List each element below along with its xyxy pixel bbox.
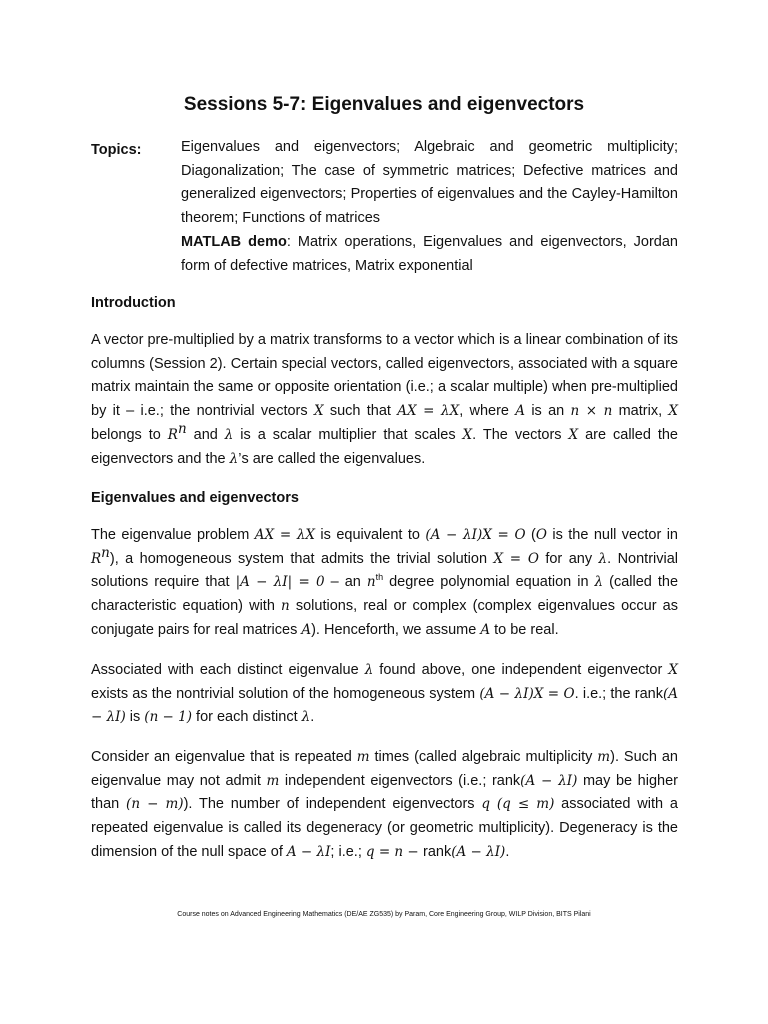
topics-list [181, 136, 678, 278]
page-title: Sessions 5-7: Eigenvalues and eigenvectors [183, 94, 585, 115]
eigen-paragraph-1: The eigenvalue problem AX = λX is equivalent to (A − λI)X = O (O is the null vector in $R^n$), a homogeneous system that admits the trivial solution X = O for any λ. Nontrivial solutions require that |A − λI| = 0 – an $n^{th}$ degree polynomial equation in λ (called the characteristic equation) with n solutions, real or complex (complex eigenvalues occur as conjugate pairs for real matrices A). Henceforth, we assume A to be real. [91, 527, 679, 638]
matlab-demo-line [181, 231, 678, 278]
matlab-demo-label: MATLAB demo [181, 233, 287, 250]
topics-label: Topics: [91, 142, 142, 158]
eigen-paragraph-3: Consider an eigenvalue that is repeated m times (called algebraic multiplicity m). Such an eigenvalue may not admit m independent eigenvectors (i.e.; rank(A − λI) may be higher than (n − m)). The number of independent eigenvectors q (q ≤ m) associated with a repeated eigenvalue is called its degeneracy (or geometric multiplicity). Degeneracy is the dimension of the null space of A − λI; i.e.; q = n − rank(A − λI). [91, 749, 679, 860]
eigen-section-heading: Eigenvalues and eigenvectors [91, 490, 299, 506]
introduction-heading: Introduction [91, 295, 176, 311]
topics-text: Eigenvalues and eigenvectors; Algebraic and geometric multiplicity; Diagonalization; The case of symmetric matrices; Defective matrices and generalized eigenvectors; Properties of eigenvalues and the Cayley-Hamilton theorem; Functions of matrices [181, 139, 678, 227]
eigen-paragraph-2: Associated with each distinct eigenvalue λ found above, one independent eigenvector X exists as the nontrivial solution of the homogeneous system (A − λI)X = O. i.e.; the rank(A − λI) is (n − 1) for each distinct λ. [91, 662, 678, 726]
matlab-demo-text: : Matrix operations, Eigenvalues and eigenvectors, Jordan form of defective matrices, Matrix exponential [181, 233, 678, 274]
introduction-paragraph: A vector pre-multiplied by a matrix transforms to a vector which is a linear combination of its columns (Session 2). Certain special vectors, called eigenvectors, associated with a square matrix maintain the same or opposite orientation (i.e.; a scalar multiple) when pre-multiplied by it – i.e.; the nontrivial vectors X such that AX = λX, where A is an n × n matrix, X belongs to $R^n$ and λ is a scalar multiplier that scales X. The vectors X are called the eigenvectors and the λ’s are called the eigenvalues. [91, 332, 679, 467]
page-footer: Course notes on Advanced Engineering Mathematics (DE/AE ZG535) by Param, Core Engineering Group, WILP Division, BITS Pilani [177, 911, 591, 918]
